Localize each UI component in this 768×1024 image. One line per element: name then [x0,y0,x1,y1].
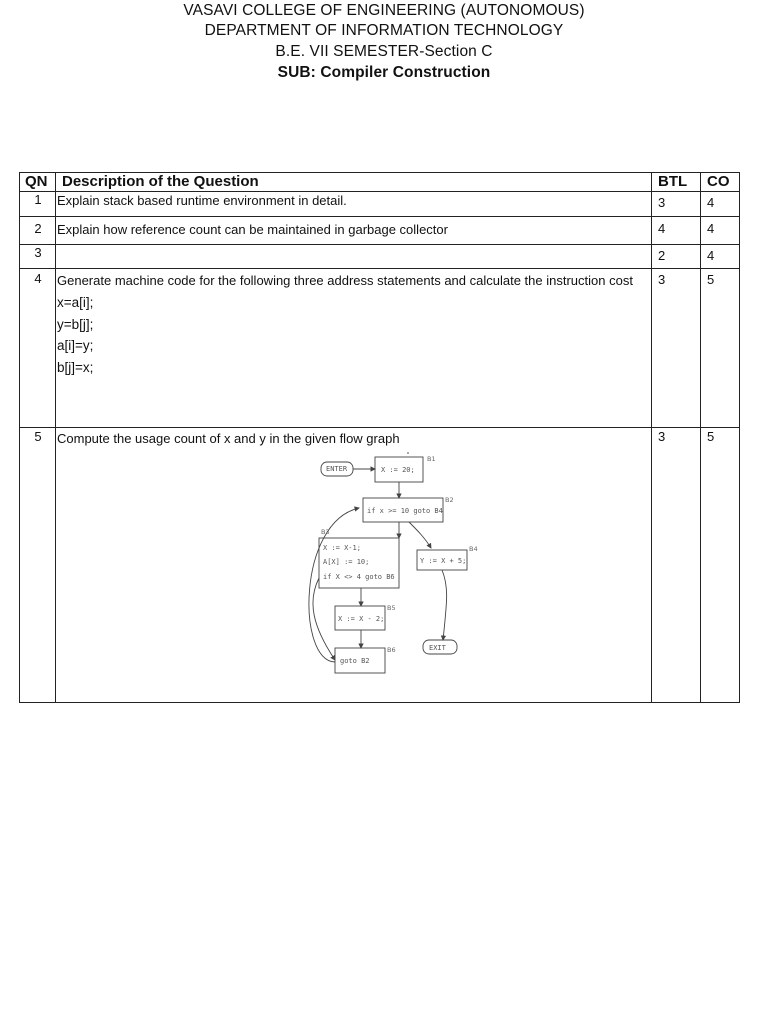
co-value: 5 [701,428,740,703]
btl-value: 4 [652,217,701,245]
co-value: 4 [701,245,740,269]
b6-label: B6 [387,646,396,654]
question-number: 4 [20,269,56,428]
code-block [57,292,651,378]
semester-line: B.E. VII SEMESTER-Section C [275,43,493,60]
co-value: 5 [701,269,740,428]
table-row [20,245,740,269]
department-name: DEPARTMENT OF INFORMATION TECHNOLOGY [204,22,564,39]
co-value: 4 [701,192,740,217]
b1-label: B1 [427,455,436,463]
question-number: 2 [20,217,56,245]
subject-line: SUB: Compiler Construction [277,64,491,81]
b3-code: A[X] := 10; [323,558,370,566]
table-header-row [20,173,740,192]
enter-label: ENTER [326,465,348,473]
question-number: 1 [20,192,56,217]
b4-label: B4 [469,545,478,553]
table-row [20,428,740,703]
table-row [20,217,740,245]
college-name: VASAVI COLLEGE OF ENGINEERING (AUTONOMOUS) [183,2,585,19]
header-co: CO [701,173,740,192]
co-value: 4 [701,217,740,245]
b4-code: Y := X + 5; [420,557,467,565]
btl-value: 2 [652,245,701,269]
question-table [19,172,740,703]
header-qn: QN [20,173,56,192]
question-text: Generate machine code for the following three address statements and calculate the instruction cost [57,273,633,288]
b6-code: goto B2 [340,657,370,665]
question-number: 5 [20,428,56,703]
b5-label: B5 [387,604,396,612]
question-text: Explain how reference count can be maintained in garbage collector [56,217,652,245]
b1-code: X := 20; [381,466,415,474]
question-cell [56,428,652,703]
code-line: a[i]=y; [57,338,94,353]
b2-label: B2 [445,496,454,504]
question-number: 3 [20,245,56,269]
btl-value: 3 [652,269,701,428]
code-line: y=b[j]; [57,316,94,332]
btl-value: 3 [652,428,701,703]
question-text [56,245,652,269]
header-description: Description of the Question [56,173,652,192]
b3-code: X := X-1; [323,544,361,552]
flow-graph [277,452,507,684]
b2-code: if x >= 10 goto B4 [367,507,443,515]
b3-label: B3 [321,528,330,536]
header-btl: BTL [652,173,701,192]
code-line: b[j]=x; [57,359,94,375]
b3-code: if X <> 4 goto B6 [323,573,395,581]
table-row [20,192,740,217]
btl-value: 3 [652,192,701,217]
question-cell [56,269,652,428]
question-text: Compute the usage count of x and y in the given flow graph [57,431,400,446]
b5-code: X := X - 2; [338,615,385,623]
question-text: Explain stack based runtime environment in detail. [56,192,652,217]
table-row [20,269,740,428]
code-line: x=a[i]; [57,295,94,310]
exit-label: EXIT [429,644,446,652]
